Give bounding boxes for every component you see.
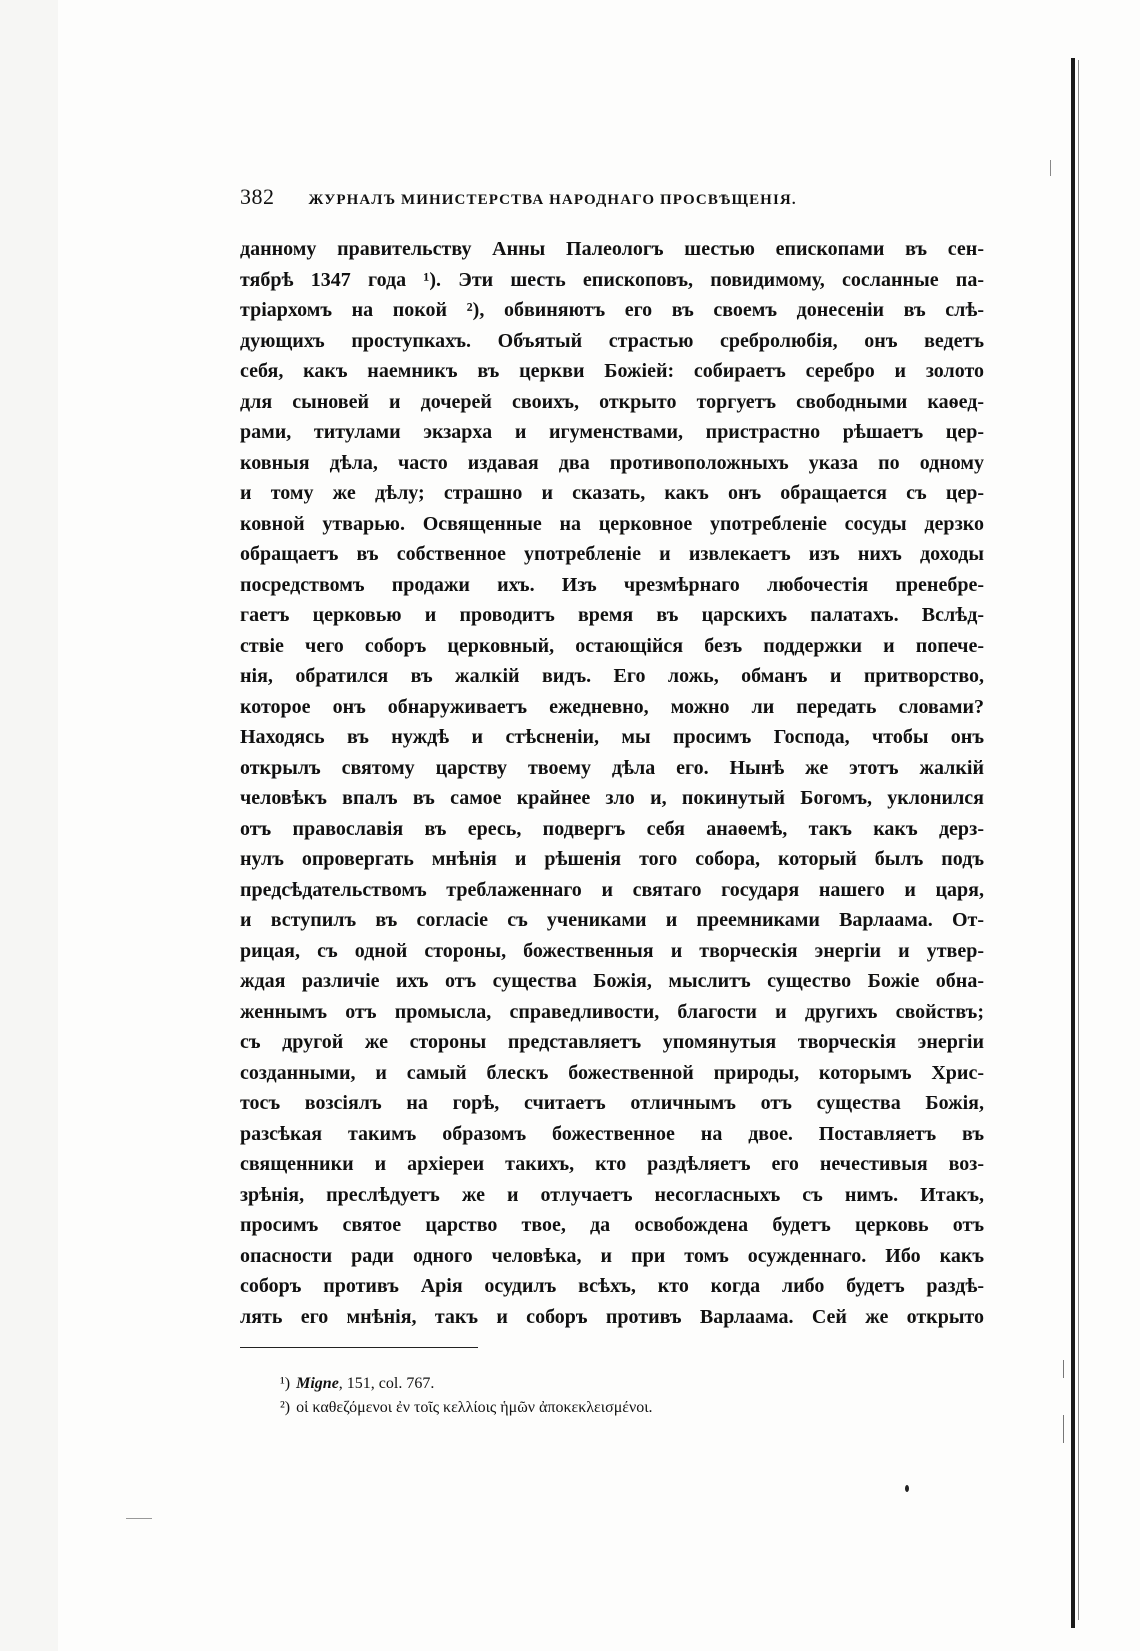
text-line: данному правительству Анны Палеологъ шестью епископами въ сен- <box>240 238 984 260</box>
text-line: и вступилъ въ согласіе съ учениками и преемниками Варлаама. От- <box>240 909 984 931</box>
footnote-source: Migne <box>296 1375 339 1392</box>
text-line: опасности ради одного человѣка, и при томъ осужденнаго. Ибо какъ <box>240 1244 984 1267</box>
text-line: себя, какъ наемникъ въ церкви Божіей: собираетъ серебро и золото <box>240 360 984 382</box>
text-line: Находясь въ нуждѣ и стѣсненіи, мы просимъ Господа, чтобы онъ <box>240 726 984 748</box>
text-line: лять его мнѣнія, такъ и соборъ противъ Варлаама. Сей же открыто <box>240 1305 984 1328</box>
text-line: посредствомъ продажи ихъ. Изъ чрезмѣрнаго любочестія пренебре- <box>240 573 984 596</box>
text-line: рицая, съ одной стороны, божественныя и творческія энергіи и утвер- <box>240 939 984 962</box>
scan-artifact <box>126 1518 152 1519</box>
text-line: и тому же дѣлу; страшно и сказать, какъ онъ обращается съ цер- <box>240 482 984 504</box>
text-line: которое онъ обнаруживаетъ ежедневно, можно ли передать словами? <box>240 695 984 718</box>
text-line: дующихъ проступкахъ. Объятый страстью сребролюбія, онъ ведетъ <box>240 329 984 352</box>
footnote-1 <box>280 1372 980 1396</box>
text-line: зрѣнія, преслѣдуетъ же и отлучаетъ несогласныхъ съ нимъ. Итакъ, <box>240 1183 984 1206</box>
footnotes <box>280 1372 980 1420</box>
footnote-text: οἱ καθεζόμενοι ἐν τοῖς κελλίοις ἡμῶν ἀποκεκλεισμένοι. <box>296 1399 653 1416</box>
text-line: нулъ опровергать мнѣнія и рѣшенія того собора, который былъ подъ <box>240 848 984 870</box>
text-line: священники и архіереи такихъ, кто раздѣляетъ его нечестивыя воз- <box>240 1153 984 1175</box>
text-line: нія, обратился въ жалкій видъ. Его ложь, обманъ и притворство, <box>240 665 984 687</box>
text-line: ковной утварью. Освященные на церковное употребленіе сосуды дерзко <box>240 512 984 535</box>
page-header <box>240 184 1000 214</box>
footnote-text: , 151, col. 767. <box>338 1375 435 1392</box>
text-line: соборъ противъ Арія осудилъ всѣхъ, кто когда либо будетъ раздѣ- <box>240 1275 984 1297</box>
text-line: тріархомъ на покой ²), обвиняютъ его въ своемъ донесеніи въ слѣ- <box>240 299 984 321</box>
text-line: гаетъ церковью и проводитъ время въ царскихъ палатахъ. Вслѣд- <box>240 604 984 626</box>
text-line: ствіе чего соборъ церковный, остающійся безъ поддержки и попече- <box>240 634 984 657</box>
scan-artifact <box>1063 1360 1064 1378</box>
body-text <box>240 234 984 1332</box>
text-line: рами, титулами экзарха и игуменствами, пристрастно рѣшаетъ цер- <box>240 421 984 443</box>
text-line: съ другой же стороны представляетъ упомянутыя творческія энергіи <box>240 1031 984 1053</box>
text-line: тябрѣ 1347 года ¹). Эти шесть епископовъ, повидимому, сосланные па- <box>240 268 984 291</box>
text-line: ковныя дѣла, часто издавая два противоположныхъ указа по одному <box>240 451 984 474</box>
text-line: тосъ возсіялъ на горѣ, считаетъ отличнымъ отъ существа Божія, <box>240 1092 984 1114</box>
scan-margin-left <box>0 0 58 1651</box>
binding-edge-line <box>1071 58 1075 1628</box>
text-line: просимъ святое царство твое, да освобождена будетъ церковь отъ <box>240 1214 984 1236</box>
ink-speck <box>905 1485 909 1492</box>
text-line: ждая различіе ихъ отъ существа Божія, мыслитъ существо Божіе обна- <box>240 970 984 992</box>
text-line: обращаетъ въ собственное употребленіе и извлекаетъ изъ нихъ доходы <box>240 543 984 565</box>
text-line: отъ православія въ ересь, подвергъ себя анаѳемѣ, такъ какъ дерз- <box>240 817 984 840</box>
text-line: предсѣдательствомъ треблаженнаго и святаго государя нашего и царя, <box>240 878 984 901</box>
text-line: созданными, и самый блескъ божественной природы, которымъ Хрис- <box>240 1061 984 1084</box>
footnote-2 <box>280 1396 980 1420</box>
footnote-marker: ¹) <box>280 1375 291 1392</box>
text-line: открылъ святому царству твоему дѣла его. Нынѣ же этотъ жалкій <box>240 756 984 779</box>
footnote-marker: ²) <box>280 1399 291 1416</box>
scan-artifact <box>1063 1415 1064 1443</box>
binding-edge-shadow <box>1078 60 1079 1620</box>
text-line: человѣкъ впалъ въ самое крайнее зло и, покинутый Богомъ, уклонился <box>240 787 984 809</box>
running-head: ЖУРНАЛЪ МИНИСТЕРСТВА НАРОДНАГО ПРОСВѢЩЕНІЯ. <box>308 192 797 208</box>
scan-artifact <box>1050 160 1051 176</box>
page-number: 382 <box>240 184 275 209</box>
footnote-separator <box>240 1347 478 1348</box>
text-line: для сыновей и дочерей своихъ, открыто торгуетъ свободными каѳед- <box>240 390 984 413</box>
text-line: разсѣкая такимъ образомъ божественное на двое. Поставляетъ въ <box>240 1122 984 1145</box>
text-line: женнымъ отъ промысла, справедливости, благости и другихъ свойствъ; <box>240 1000 984 1023</box>
